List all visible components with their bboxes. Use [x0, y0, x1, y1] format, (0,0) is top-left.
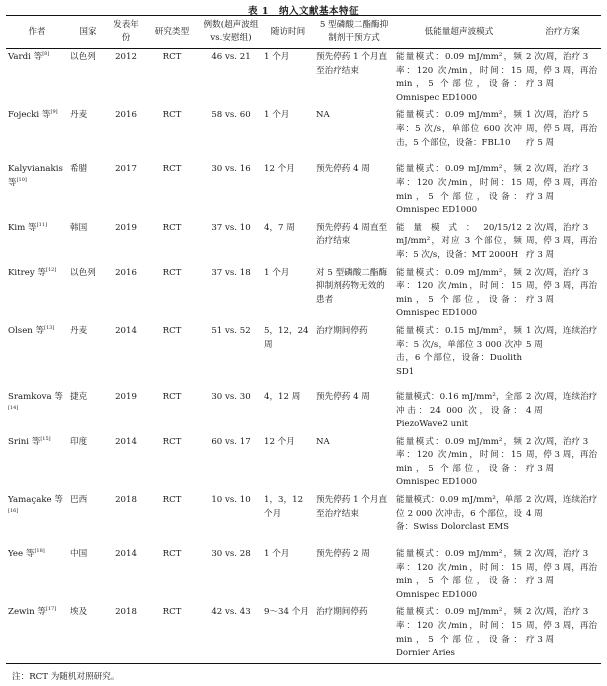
cell-country: [68, 107, 108, 161]
cell-country: [68, 220, 108, 265]
cell-plan: [524, 265, 601, 323]
cell-year-text: 2012: [115, 52, 137, 62]
cell-year-text: 2019: [115, 391, 137, 402]
cell-pde5-text: NA: [316, 436, 330, 447]
cell-author: [6, 161, 68, 219]
cell-pde5-text: 预先停药 1 个月直至治疗结束: [316, 495, 388, 519]
cell-pde5: [314, 265, 394, 323]
cell-study-type-text: RCT: [162, 164, 182, 175]
cell-author: [6, 323, 68, 389]
cell-plan: [524, 161, 601, 219]
cell-year: [108, 107, 144, 161]
cell-author-text: Yamaçake 等: [8, 495, 63, 506]
cell-cases: [200, 323, 262, 389]
cell-year-text: 2016: [115, 267, 137, 278]
cell-plan: [524, 492, 601, 546]
cell-plan: [524, 546, 601, 604]
reference-marker: [16]: [8, 507, 19, 514]
cell-country: [68, 546, 108, 604]
cell-country: [68, 604, 108, 663]
header-study-type: 研究类型: [154, 26, 190, 37]
cell-year-text: 2019: [115, 222, 137, 233]
table-row: [6, 492, 601, 546]
cell-year: [108, 389, 144, 434]
cell-plan-text: 1 次/周，治疗 5 周，停 5 周，再治疗 5 周: [526, 110, 598, 148]
cell-cases-text: 30 vs. 28: [211, 549, 251, 560]
cell-pde5: [314, 389, 394, 434]
cell-pde5-text: 预先停药 2 周: [316, 549, 370, 560]
cell-followup: [262, 161, 314, 219]
cell-cases-text: 37 vs. 10: [211, 222, 251, 233]
cell-country: [68, 434, 108, 492]
cell-mode: [394, 492, 524, 546]
cell-cases: [200, 604, 262, 663]
cell-year-text: 2018: [115, 495, 137, 506]
cell-year: [108, 220, 144, 265]
cell-study-type-text: RCT: [162, 110, 182, 121]
cell-followup-text: 4，12 周: [264, 391, 301, 402]
cell-followup: [262, 107, 314, 161]
cell-study-type-text: RCT: [162, 222, 182, 233]
cell-country: [68, 161, 108, 219]
cell-author: [6, 604, 68, 663]
reference-marker: [10]: [16, 177, 27, 184]
cell-cases-text: 60 vs. 17: [211, 436, 251, 447]
cell-country-text: 埃及: [70, 607, 88, 618]
cell-followup: [262, 265, 314, 323]
cell-country-text: 巴西: [70, 495, 88, 506]
cell-study-type: [144, 434, 200, 492]
cell-plan-text: 2 次/周，治疗 3 周，停 3 周，再治疗 3 周: [526, 436, 598, 474]
cell-cases: [200, 492, 262, 546]
cell-mode: [394, 265, 524, 323]
cell-followup: [262, 49, 314, 108]
table-header-row: [6, 16, 601, 49]
cell-followup-text: 1，3，12 个月: [264, 495, 304, 519]
cell-country-text: 以色列: [70, 267, 96, 278]
cell-cases: [200, 265, 262, 323]
cell-cases: [200, 107, 262, 161]
cell-author-text: Kitrey 等: [8, 267, 46, 278]
cell-country: [68, 323, 108, 389]
cell-plan-text: 1 次/周，连续治疗 5 周: [526, 325, 598, 350]
cell-followup: [262, 220, 314, 265]
cell-cases-text: 37 vs. 18: [211, 267, 251, 278]
cell-country-text: 丹麦: [70, 110, 88, 121]
reference-marker: [18]: [34, 548, 45, 555]
cell-followup: [262, 492, 314, 546]
cell-followup-text: 1 个月: [264, 267, 290, 278]
cell-study-type: [144, 389, 200, 434]
header-mode: 低能量超声波模式: [424, 26, 494, 37]
cell-study-type: [144, 323, 200, 389]
cell-mode-text: 能量模式：0.09 mJ/mm²，频率：120 次/min，时间：15 min，5 个部位，设备：Omnispec ED1000: [396, 164, 522, 216]
cell-cases-text: 42 vs. 43: [211, 607, 251, 618]
cell-followup-text: 1 个月: [264, 549, 290, 560]
cell-year-text: 2014: [115, 325, 137, 336]
cell-study-type-text: RCT: [162, 267, 182, 278]
cell-cases: [200, 49, 262, 108]
cell-plan: [524, 389, 601, 434]
table-row: [6, 323, 601, 389]
cell-author: [6, 265, 68, 323]
cell-followup: [262, 389, 314, 434]
cell-study-type-text: RCT: [162, 325, 182, 336]
cell-plan: [524, 49, 601, 108]
cell-country-text: 中国: [70, 549, 88, 560]
cell-study-type: [144, 492, 200, 546]
cell-pde5: [314, 323, 394, 389]
table-row: [6, 107, 601, 161]
cell-mode: [394, 49, 524, 108]
cell-mode-text: 能量模式：0.09 mJ/mm²，频率：120 次/min，时间：15 min，5 个部位，设备：Dornier Aries: [396, 607, 522, 659]
cell-year-text: 2018: [115, 607, 137, 618]
cell-mode: [394, 323, 524, 389]
cell-plan-text: 2 次/周，治疗 3 周，停 3 周，再治疗 3 周: [526, 164, 598, 202]
cell-year-text: 2017: [115, 164, 137, 175]
header-plan: 治疗方案: [545, 26, 580, 37]
cell-cases-text: 30 vs. 16: [211, 164, 251, 175]
cell-author-text: Yee 等: [8, 549, 35, 560]
cell-pde5: [314, 546, 394, 604]
cell-plan-text: 2 次/周，治疗 3 周，停 3 周，再治疗 3 周: [526, 222, 598, 260]
cell-author: [6, 220, 68, 265]
header-author: 作者: [28, 26, 46, 37]
cell-followup: [262, 546, 314, 604]
table-row: [6, 220, 601, 265]
cell-cases-text: 51 vs. 52: [211, 325, 251, 336]
cell-author: [6, 546, 68, 604]
cell-plan: [524, 107, 601, 161]
cell-study-type: [144, 604, 200, 663]
reference-marker: [13]: [44, 325, 55, 332]
cell-followup-text: 5，12，24 周: [264, 325, 309, 350]
cell-study-type-text: RCT: [162, 391, 182, 402]
cell-plan: [524, 434, 601, 492]
cell-plan-text: 2 次/周，治疗 3 周，停 3 周，再治疗 3 周: [526, 549, 598, 587]
cell-pde5-text: NA: [316, 110, 330, 121]
cell-mode: [394, 434, 524, 492]
cell-followup-text: 1 个月: [264, 110, 290, 121]
header-cases: 例数(超声波组 vs.安慰组): [203, 20, 259, 43]
cell-followup-text: 9～34 个月: [264, 607, 309, 618]
reference-marker: [9]: [50, 109, 58, 116]
table-row: [6, 161, 601, 219]
cell-country: [68, 389, 108, 434]
cell-study-type: [144, 107, 200, 161]
table-footnote: 注：RCT 为随机对照研究。: [12, 672, 120, 682]
cell-study-type-text: RCT: [162, 549, 182, 560]
cell-pde5: [314, 49, 394, 108]
cell-mode-text: 能量模式：0.09 mJ/mm²，频率：120 次/min，时间：15 min，5 个部位，设备：Omnispec ED1000: [396, 436, 522, 488]
header-country: 国家: [79, 26, 97, 37]
cell-year: [108, 546, 144, 604]
cell-plan-text: 2 次/周，治疗 3 周，停 3 周，再治疗 3 周: [526, 267, 598, 305]
cell-plan-text: 2 次/周，治疗 3 周，停 3 周，再治疗 3 周: [526, 607, 598, 645]
cell-study-type: [144, 161, 200, 219]
cell-mode: [394, 220, 524, 265]
cell-plan-text: 2 次/周，连续治疗 4 周: [526, 391, 598, 416]
cell-mode-text: 能量模式：0.09 mJ/mm²，频率：120 次/min，时间：15 min，5 个部位，设备：Omnispec ED1000: [396, 549, 522, 600]
cell-country: [68, 265, 108, 323]
cell-year: [108, 604, 144, 663]
cell-cases: [200, 389, 262, 434]
table-body: [6, 49, 601, 664]
cell-cases: [200, 546, 262, 604]
cell-followup: [262, 323, 314, 389]
cell-study-type: [144, 546, 200, 604]
cell-plan: [524, 323, 601, 389]
cell-author-text: Kim 等: [8, 222, 37, 233]
cell-study-type-text: RCT: [162, 495, 182, 506]
cell-author-text: Kalyvianakis 等: [8, 164, 63, 188]
cell-mode: [394, 389, 524, 434]
cell-cases-text: 46 vs. 21: [211, 52, 251, 62]
cell-plan: [524, 604, 601, 663]
cell-pde5: [314, 107, 394, 161]
cell-study-type-text: RCT: [162, 436, 182, 447]
cell-pde5-text: 对 5 型磷酸二酯酶抑制剂药物无效的患者: [316, 267, 388, 305]
cell-cases: [200, 161, 262, 219]
cell-mode: [394, 161, 524, 219]
cell-study-type-text: RCT: [162, 607, 182, 618]
cell-pde5-text: 预先停药 4 周直至治疗结束: [316, 222, 388, 247]
cell-followup-text: 4，7 周: [264, 222, 295, 233]
cell-country-text: 印度: [70, 436, 88, 447]
cell-mode: [394, 604, 524, 663]
cell-cases: [200, 434, 262, 492]
cell-study-type: [144, 49, 200, 108]
cell-year-text: 2014: [115, 549, 137, 560]
header-followup: 随访时间: [270, 26, 306, 37]
cell-plan-text: 2 次/周，连续治疗 4 周: [526, 495, 598, 519]
cell-mode-text: 能量模式：0.09 mJ/mm²，频率：5 次/s，单部位 600 次冲击，5 个部位，设备：FBL10: [396, 110, 522, 148]
cell-mode-text: 能量模式：0.15 mJ/mm²，频率：5 次/s，单部位 3 000 次冲击，6 个部位，设备：Duolith SD1: [396, 325, 522, 377]
cell-year: [108, 49, 144, 108]
cell-mode-text: 能量模式：0.09 mJ/mm²，频率：120 次/min，时间：15 min，5 个部位，设备：Omnispec ED1000: [396, 52, 522, 103]
cell-country-text: 丹麦: [70, 325, 88, 336]
cell-year: [108, 434, 144, 492]
cell-study-type: [144, 265, 200, 323]
cell-followup: [262, 604, 314, 663]
cell-cases-text: 30 vs. 30: [211, 391, 251, 402]
cell-author-text: Vardi 等: [8, 52, 43, 62]
cell-plan-text: 2 次/周，治疗 3 周，停 3 周，再治疗 3 周: [526, 52, 598, 90]
cell-year: [108, 492, 144, 546]
table-row: [6, 604, 601, 663]
table-title: 表 1 纳入文献基本特征: [248, 6, 359, 17]
table-row: [6, 434, 601, 492]
cell-year-text: 2016: [115, 110, 137, 121]
cell-year: [108, 161, 144, 219]
cell-mode-text: 能量模式：20/15/12 mJ/mm²，对应 3 个部位，频率：5 次/s，设备：MT 2000H: [396, 222, 522, 260]
cell-pde5-text: 预先停药 4 周: [316, 164, 370, 175]
reference-marker: [17]: [46, 606, 57, 613]
table-row: [6, 49, 601, 108]
cell-year-text: 2014: [115, 436, 137, 447]
cell-author-text: Zewin 等: [8, 607, 47, 618]
cell-year: [108, 323, 144, 389]
cell-country-text: 希腊: [70, 164, 88, 175]
cell-author-text: Olsen 等: [8, 325, 45, 336]
cell-mode-text: 能量模式：0.09 mJ/mm²，单部位 2 000 次冲击，6 个部位，设备：Swiss Dolorclast EMS: [396, 495, 522, 533]
cell-cases-text: 58 vs. 60: [211, 110, 251, 121]
cell-followup-text: 1 个月: [264, 52, 290, 62]
characteristics-table: [6, 15, 601, 664]
cell-mode-text: 能量模式：0.09 mJ/mm²，频率：120 次/min，时间：15 min，5 个部位，设备：Omnispec ED1000: [396, 267, 522, 319]
cell-country-text: 韩国: [70, 222, 88, 233]
cell-year: [108, 265, 144, 323]
cell-country-text: 以色列: [70, 52, 96, 62]
cell-author: [6, 107, 68, 161]
cell-author: [6, 492, 68, 546]
cell-country: [68, 492, 108, 546]
cell-author: [6, 49, 68, 108]
header-pde5: 5 型磷酸二酯酶抑制剂干预方式: [319, 20, 389, 43]
reference-marker: [15]: [40, 435, 51, 442]
reference-marker: [12]: [46, 266, 57, 273]
cell-pde5: [314, 161, 394, 219]
cell-mode-text: 能量模式：0.16 mJ/mm²，全部冲击：24 000 次，设备：PiezoWave2 unit: [396, 391, 522, 430]
cell-study-type-text: RCT: [162, 52, 182, 62]
table-row: [6, 389, 601, 434]
cell-pde5: [314, 220, 394, 265]
cell-pde5-text: 治疗期间停药: [316, 325, 368, 336]
reference-marker: [8]: [42, 51, 50, 58]
cell-followup-text: 12 个月: [264, 164, 295, 175]
cell-pde5-text: 预先停药 1 个月直至治疗结束: [316, 52, 388, 76]
cell-mode: [394, 546, 524, 604]
cell-mode: [394, 107, 524, 161]
cell-followup: [262, 434, 314, 492]
cell-followup-text: 12 个月: [264, 436, 295, 447]
cell-cases: [200, 220, 262, 265]
cell-pde5-text: 预先停药 4 周: [316, 391, 370, 402]
cell-cases-text: 10 vs. 10: [211, 495, 251, 506]
cell-pde5: [314, 492, 394, 546]
cell-author-text: Sramkova 等: [8, 391, 63, 402]
cell-pde5-text: 治疗期间停药: [316, 607, 368, 618]
cell-author: [6, 434, 68, 492]
reference-marker: [11]: [36, 221, 47, 228]
cell-plan: [524, 220, 601, 265]
table-row: [6, 265, 601, 323]
cell-pde5: [314, 434, 394, 492]
cell-country: [68, 49, 108, 108]
cell-study-type: [144, 220, 200, 265]
header-year: 发表年份: [113, 20, 139, 43]
cell-author: [6, 389, 68, 434]
table-row: [6, 546, 601, 604]
cell-author-text: Srini 等: [8, 436, 41, 447]
cell-country-text: 捷克: [70, 391, 88, 402]
cell-author-text: Fojecki 等: [8, 110, 51, 121]
reference-marker: [14]: [8, 404, 19, 411]
cell-pde5: [314, 604, 394, 663]
